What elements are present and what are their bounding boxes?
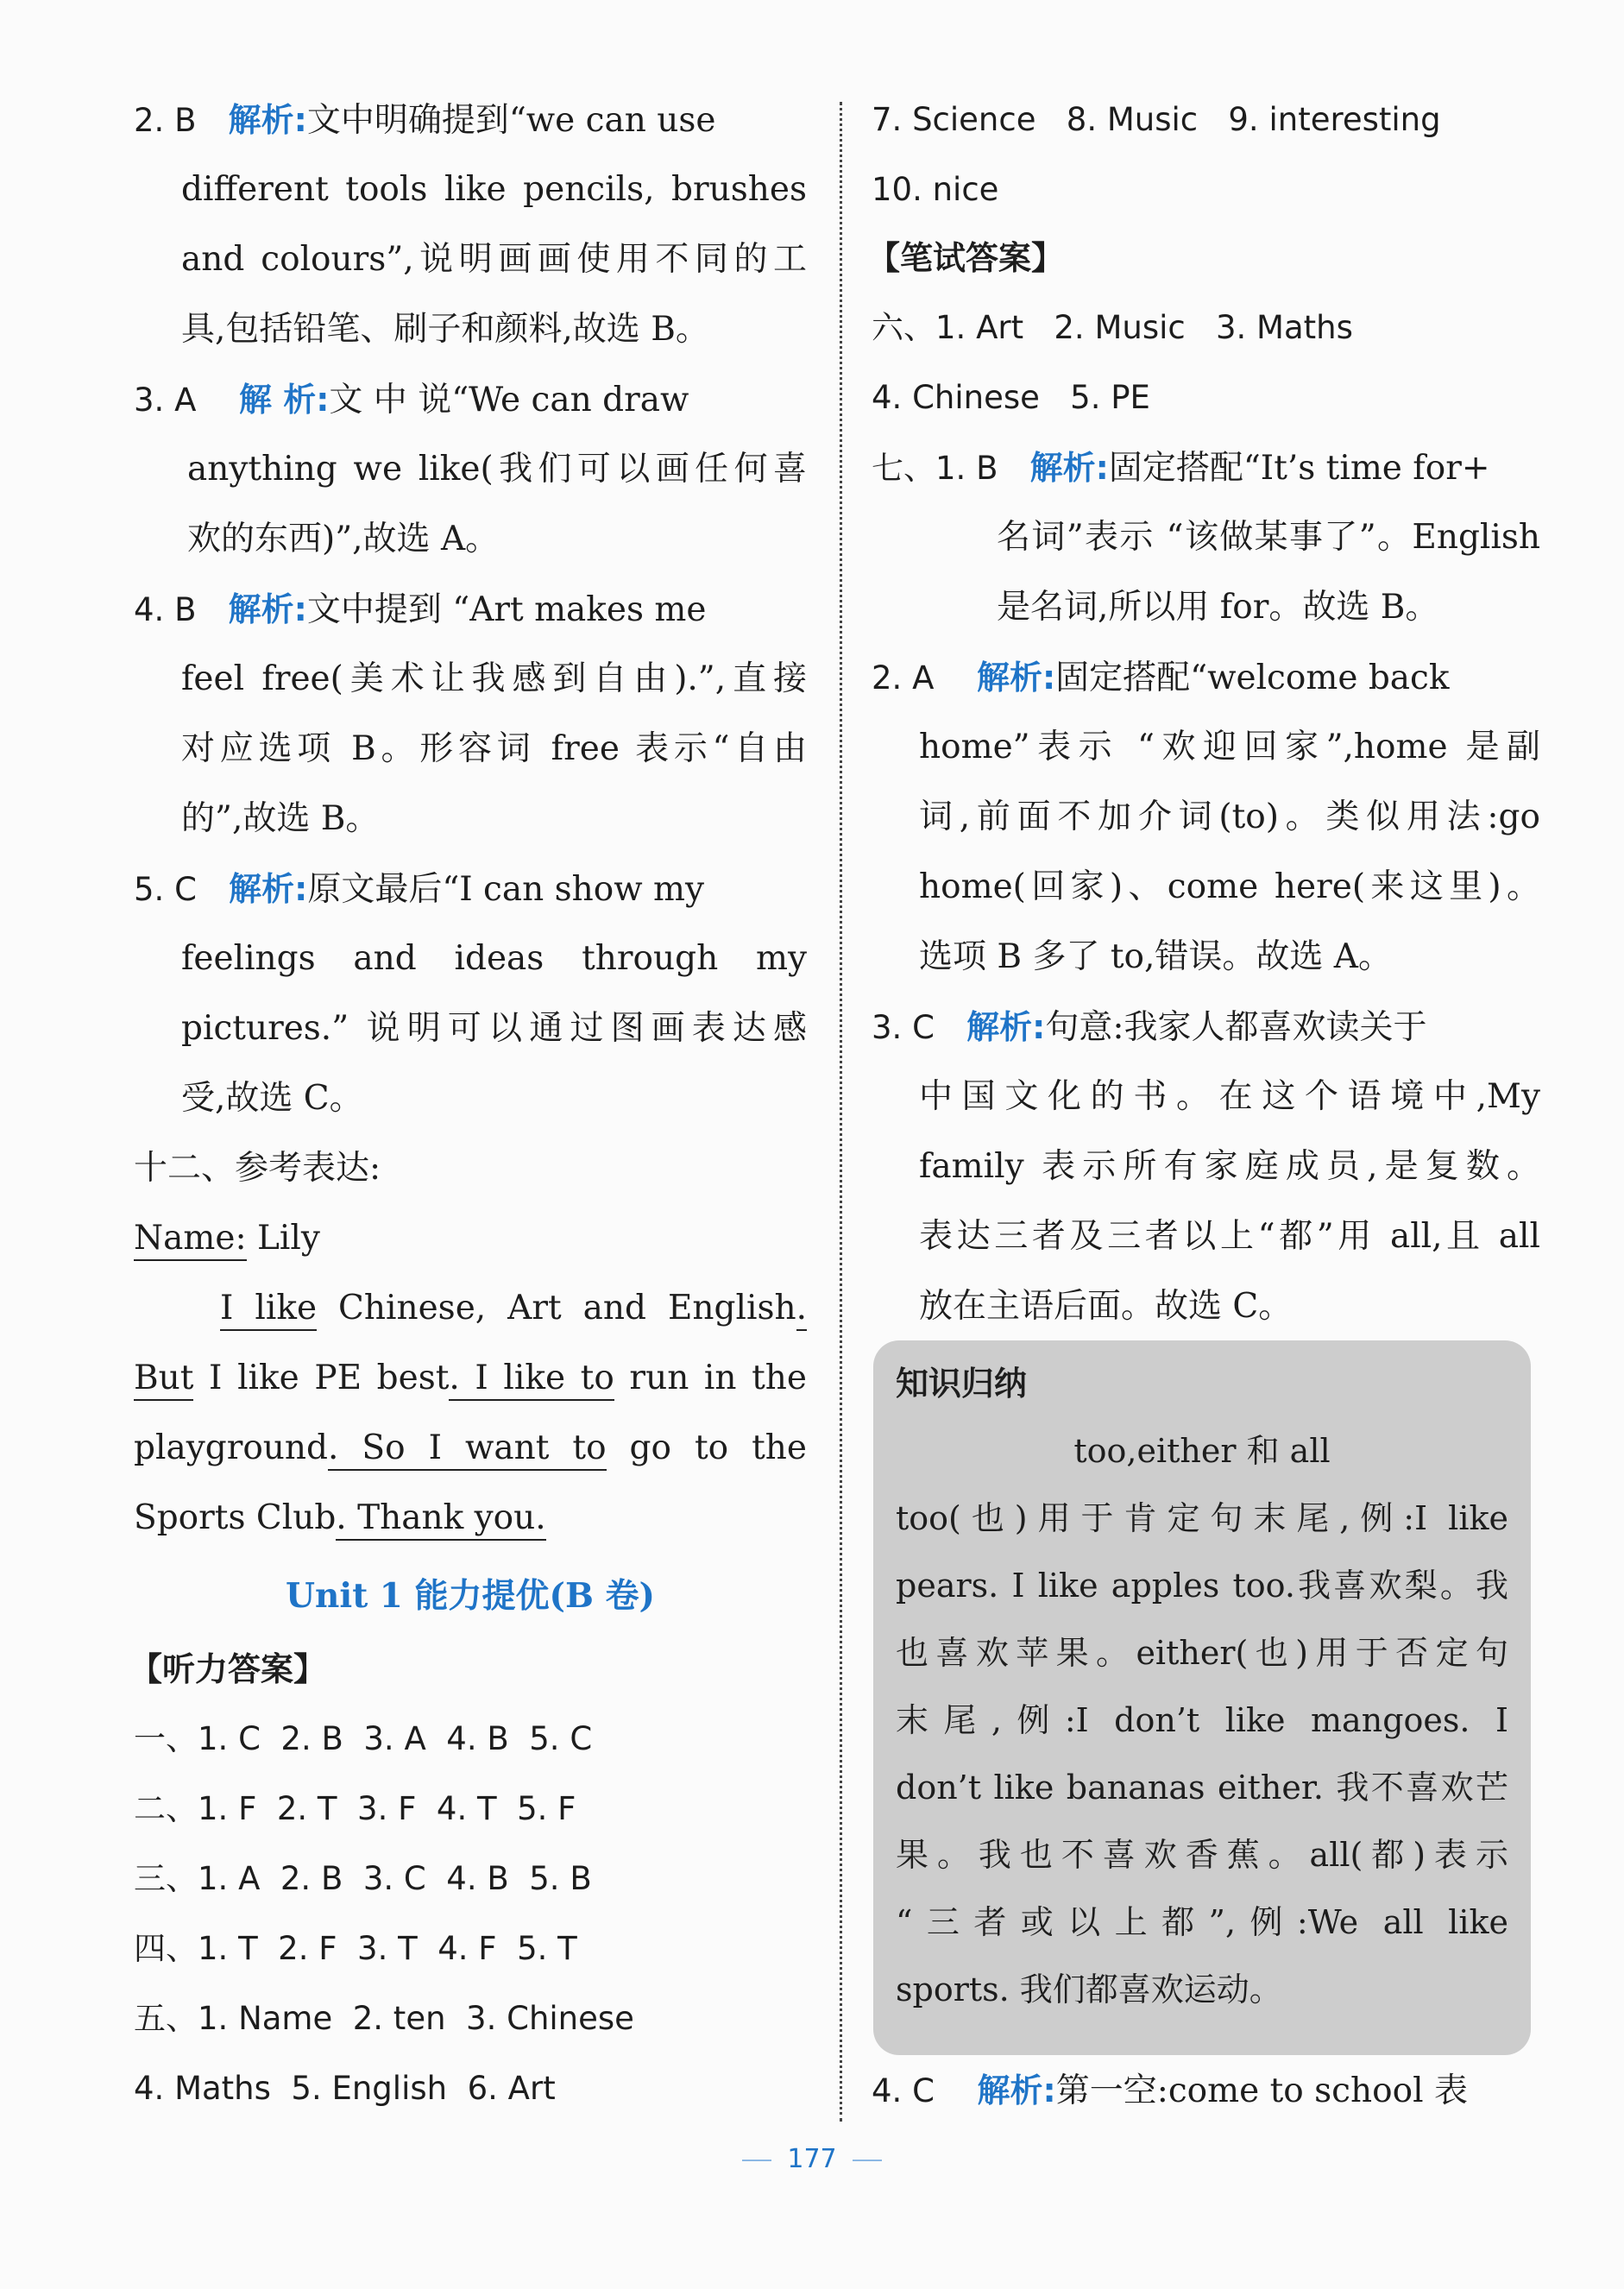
knowledge-summary-box: [873, 1340, 1531, 2055]
q7-3-line4: 表达三者及三者以上“都”用 all,且 all: [919, 1217, 1540, 1256]
listening-answers-heading: 【听力答案】: [129, 1650, 327, 1688]
q7-1-line2: 名词”表示 “该做某事了”。English: [997, 518, 1540, 557]
q5-line4: 受,故选 C。: [181, 1079, 363, 1118]
q7-3-line2: 中国文化的书。在这个语境中,My: [919, 1077, 1540, 1116]
answer-row-1: 一、1. C 2. B 3. A 4. B 5. C: [134, 1720, 593, 1757]
column-divider: [840, 102, 842, 2122]
answer-row-10: 10. nice: [872, 171, 999, 208]
answer-row-3: 三、1. A 2. B 3. C 4. B 5. B: [134, 1860, 592, 1897]
answer-row-4: 四、1. T 2. F 3. T 4. F 5. T: [134, 1930, 577, 1967]
q2-line4: 具,包括铅笔、刷子和颜料,故选 B。: [181, 310, 709, 349]
q4-line3: 对应选项 B。形容词 free 表示“自由: [181, 729, 807, 768]
box-line-8: sports. 我们都喜欢运动。: [896, 1971, 1282, 2008]
section-6-row-1: 六、1. Art 2. Music 3. Maths: [872, 309, 1353, 346]
q4-line1: 4. B 解析:文中提到 “Art makes me: [134, 590, 707, 629]
q3-line3: 欢的东西)”,故选 A。: [187, 520, 500, 558]
box-line-7: “三者或以上都”,例:We all like: [896, 1903, 1508, 1941]
q7-2-line2: home”表示 “欢迎回家”,home 是副: [919, 728, 1540, 766]
answer-row-7-9: 7. Science 8. Music 9. interesting: [872, 101, 1441, 138]
q3-line2: anything we like(我们可以画任何喜: [187, 450, 807, 489]
q7-2-line4: home(回家)、come here(来这里)。: [919, 867, 1540, 906]
essay-line3: playground. So I want to go to the: [134, 1428, 807, 1469]
essay-line2: But I like PE best. I like to run in the: [134, 1358, 807, 1399]
q7-2-line5: 选项 B 多了 to,错误。故选 A。: [919, 937, 1392, 976]
q2-line3: and colours”,说明画画使用不同的工: [181, 240, 807, 279]
answer-row-5: 五、1. Name 2. ten 3. Chinese: [134, 2000, 634, 2037]
q4-line4: 的”,故选 B。: [181, 799, 380, 838]
q7-1-line1: 七、1. B 解析:固定搭配“It’s time for+: [872, 449, 1490, 488]
box-line-4: 末尾,例:I don’t like mangoes. I: [896, 1701, 1508, 1739]
box-line-5: don’t like bananas either. 我不喜欢芒: [896, 1769, 1508, 1807]
q5-line3: pictures.” 说明可以通过图画表达感: [181, 1009, 807, 1048]
q7-2-line3: 词,前面不加介词(to)。类似用法:go: [919, 798, 1540, 836]
page-number: 177: [0, 2144, 1624, 2174]
box-subtitle: too,either 和 all: [1073, 1432, 1331, 1470]
section-6-row-2: 4. Chinese 5. PE: [872, 379, 1150, 416]
q7-1-line3: 是名词,所以用 for。故选 B。: [997, 588, 1439, 627]
q7-3-line3: family 表示所有家庭成员,是复数。: [919, 1147, 1540, 1186]
q7-4-line1: 4. C 解析:第一空:come to school 表: [872, 2071, 1468, 2110]
answer-row-6: 4. Maths 5. English 6. Art: [134, 2070, 556, 2107]
answer-row-2: 二、1. F 2. T 3. F 4. T 5. F: [134, 1790, 576, 1827]
essay-line4: Sports Club. Thank you.: [134, 1498, 807, 1539]
q7-3-line1: 3. C 解析:句意:我家人都喜欢读关于: [872, 1008, 1427, 1047]
q7-3-line5: 放在主语后面。故选 C。: [919, 1287, 1293, 1326]
unit-title: Unit 1 能力提优(B 卷): [286, 1576, 655, 1616]
q5-line2: feelings and ideas through my: [181, 939, 807, 978]
q5-line1: 5. C 解析:原文最后“I can show my: [134, 870, 705, 909]
q7-2-line1: 2. A 解析:固定搭配“welcome back: [872, 659, 1450, 697]
box-line-6: 果。我也不喜欢香蕉。all(都)表示: [896, 1836, 1508, 1874]
q2-line1: 2. B 解析:文中明确提到“we can use: [134, 101, 716, 140]
essay-line1: I like Chinese, Art and English.: [220, 1288, 807, 1329]
q4-line2: feel free(美术让我感到自由).”,直接: [181, 659, 807, 698]
q3-line1: 3. A 解 析:文 中 说“We can draw: [134, 381, 689, 419]
box-line-3: 也喜欢苹果。either(也)用于否定句: [896, 1634, 1508, 1672]
box-line-1: too(也)用于肯定句末尾,例:I like: [896, 1499, 1508, 1537]
box-title: 知识归纳: [896, 1365, 1028, 1403]
q2-line2: different tools like pencils, brushes: [181, 170, 807, 209]
written-answers-heading: 【笔试答案】: [867, 239, 1065, 277]
section-12-heading: 十二、参考表达:: [134, 1149, 381, 1188]
box-line-2: pears. I like apples too.我喜欢梨。我: [896, 1567, 1508, 1605]
name-line: Name: Lily: [134, 1218, 807, 1259]
